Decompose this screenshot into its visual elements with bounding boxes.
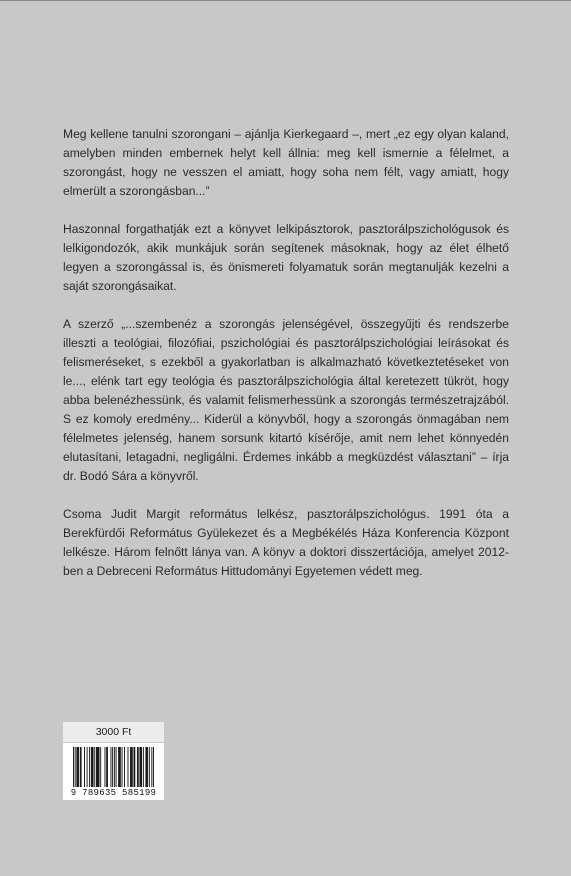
barcode-bar <box>141 747 142 787</box>
barcode-bar <box>73 747 74 787</box>
isbn-number: 9 789635 585199 <box>70 788 157 798</box>
barcode-bar <box>114 747 115 787</box>
barcode-bar <box>78 747 79 787</box>
barcode-bar <box>96 747 97 787</box>
barcode-bar <box>105 747 106 787</box>
barcode-bar <box>153 747 154 787</box>
isbn-barcode <box>63 743 164 800</box>
barcode-bar <box>94 747 95 787</box>
barcode-bar <box>138 747 139 787</box>
barcode-bar <box>93 747 94 787</box>
barcode-bar <box>112 747 113 787</box>
barcode-bar <box>131 747 132 787</box>
barcode-bar <box>134 747 135 787</box>
blurb-text <box>63 125 509 600</box>
barcode-bar <box>140 747 141 787</box>
barcode-bar <box>84 747 85 787</box>
barcode-bar <box>140 747 141 787</box>
barcode-bar <box>111 747 112 787</box>
barcode-bar <box>147 747 148 787</box>
paragraph-review-quote: A szerző „...szembenéz a szorongás jelenségével, összegyűjti és rendszerbe illeszti a teológiai, filozófiai, pszichológiai és pasztorálpszichológiai leírásokat és felismeréseket, s ezekből a gyakorlatban is alkalmazható következtetéseket von le..., elénk tart egy teológia és pasztorálpszichológia által keretezett tükröt, hogy abba belenézhessünk, és valamit felismerhessünk a szorongás természetrajzából. S ez komoly eredmény... Kiderül a könyvből, hogy a szorongás önmagában nem félelmetes jelenség, hanem sorsunk kitartó kísérője, amit nem lehet könnyedén elutasítani, letagadni, negligálni. Érdemes inkább a megküzdést választani” – írja dr. Bodó Sára a könyvről. <box>63 317 509 483</box>
barcode-bar <box>99 747 100 787</box>
barcode-bar <box>100 747 101 787</box>
barcode-bar <box>81 747 82 787</box>
barcode-bar <box>75 747 76 787</box>
paragraph-kierkegaard-quote: Meg kellene tanulni szorongani – ajánlja Kierkegaard –, mert „ez egy olyan kaland, amelyben minden embernek helyt kell állnia: meg kell ismernie a félelmet, a szorongást, hogy ne vesszen el amiatt, hogy soha nem félt, vagy amiatt, hogy elmerült a szorongásban...” <box>63 127 509 198</box>
barcode-icon <box>73 747 154 787</box>
paragraph-audience: Haszonnal forgathatják ezt a könyvet lelkipásztorok, pasztorálpszichológusok és lelkigondozók, akik munkájuk során segítenek másoknak, hogy az élet élhető legyen a szorongással is, és önismereti folyamatuk során megtanulják kezelni a saját szorongásaikat. <box>63 222 509 293</box>
barcode-bar <box>77 747 78 787</box>
barcode-bar <box>91 747 92 787</box>
barcode-bar <box>120 747 121 787</box>
barcode-bar <box>87 747 88 787</box>
barcode-bar <box>89 747 90 787</box>
barcode-bar <box>134 747 135 787</box>
barcode-bar <box>97 747 98 787</box>
barcode-bar <box>119 747 120 787</box>
barcode-bar <box>145 747 146 787</box>
barcode-bar <box>76 747 77 787</box>
barcode-bar <box>130 747 131 787</box>
barcode-bar <box>143 747 144 787</box>
barcode-bar <box>116 747 117 787</box>
paragraph-author-bio: Csoma Judit Margit református lelkész, pasztorálpszichológus. 1991 óta a Berekfürdői Református Gyülekezet és a Megbékélés Háza Konferencia Központ lelkésze. Három felnőtt lánya van. A könyv a doktori disszertációja, amelyet 2012-ben a Debreceni Református Hittudományi Egyetemen védett meg. <box>63 507 509 578</box>
barcode-bar <box>92 747 93 787</box>
barcode-bar <box>128 747 129 787</box>
barcode-bar <box>137 747 138 787</box>
barcode-bar <box>106 747 107 787</box>
barcode-bar <box>132 747 133 787</box>
barcode-bar <box>122 747 123 787</box>
barcode-bar <box>149 747 150 787</box>
barcode-bar <box>80 747 81 787</box>
barcode-bar <box>151 747 152 787</box>
barcode-bar <box>118 747 119 787</box>
barcode-bar <box>98 747 99 787</box>
barcode-bar <box>146 747 147 787</box>
barcode-bar <box>107 747 108 787</box>
price-label: 3000 Ft <box>63 722 164 742</box>
barcode-bar <box>124 747 125 787</box>
